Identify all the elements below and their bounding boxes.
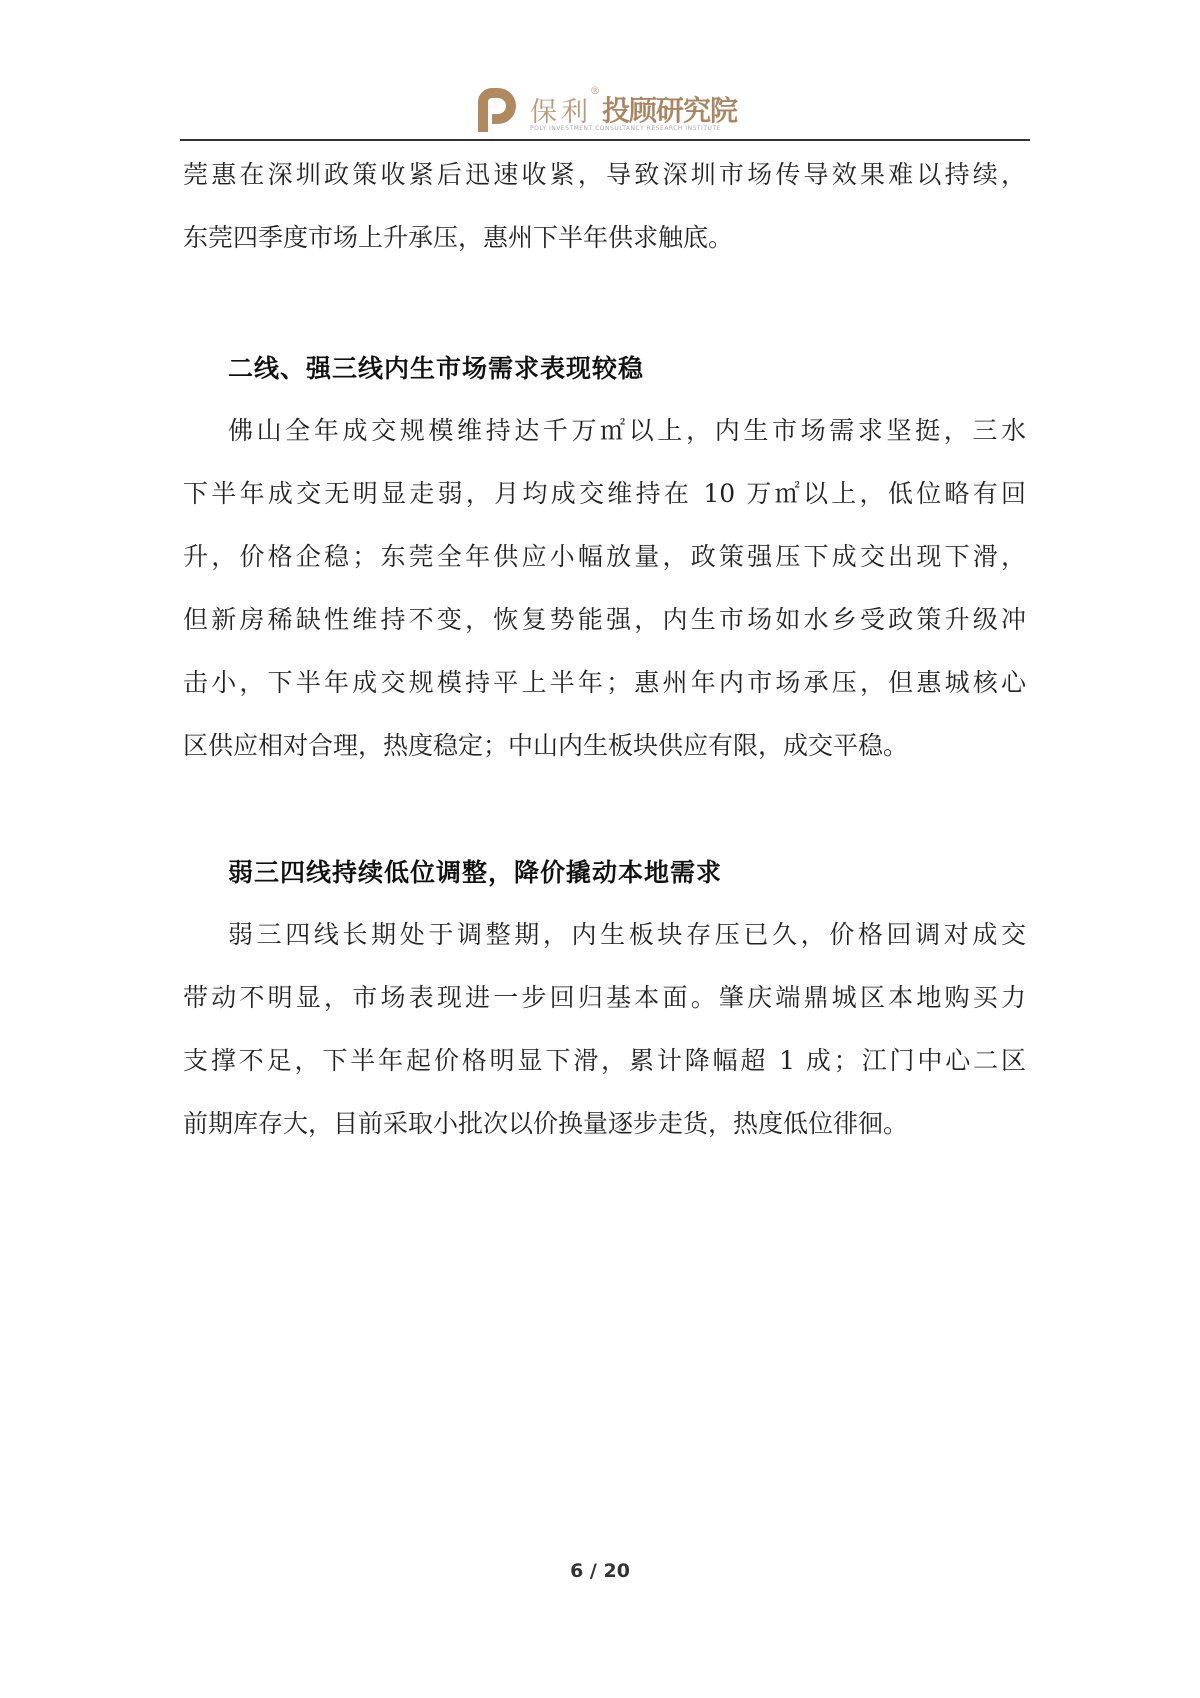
logo-english-text: POLY INVESTMENT CONSULTANCY RESEARCH INSTITUTE [530,125,721,132]
logo-mark-icon [474,88,516,132]
paragraph-line: 升，价格企稳；东莞全年供应小幅放量，政策强压下成交出现下滑， [183,542,1026,571]
paragraph-line: 佛山全年成交规模维持达千万㎡以上，内生市场需求坚挺，三水 [228,416,1026,445]
page-number: 6 / 20 [570,1560,630,1582]
registered-mark: ® [590,86,600,97]
paragraph-line: 带动不明显，市场表现进一步回归基本面。肇庆端鼎城区本地购买力 [183,983,1026,1012]
paragraph-line: 区供应相对合理，热度稳定；中山内生板块供应有限，成交平稳。 [183,731,909,760]
paragraph-line: 击小，下半年成交规模持平上半年；惠州年内市场承压，但惠城核心 [183,668,1026,697]
header-divider [180,139,1030,141]
paragraph-line: 前期库存大，目前采取小批次以价换量逐步走货，热度低位徘徊。 [183,1109,909,1138]
intro-line: 莞惠在深圳政策收紧后迅速收紧，导致深圳市场传导效果难以持续， [183,160,1026,189]
company-logo [474,86,744,136]
paragraph-line: 支撑不足，下半年起价格明显下滑，累计降幅超 1 成；江门中心二区 [183,1046,1026,1075]
logo-brand-text: 保利 [530,97,592,128]
section-heading: 二线、强三线内生市场需求表现较稳 [228,354,645,383]
intro-line: 东莞四季度市场上升承压，惠州下半年供求触底。 [183,223,734,252]
logo-institute-text: 投顾研究院 [602,94,738,127]
paragraph-line: 下半年成交无明显走弱，月均成交维持在 10 万㎡以上，低位略有回 [183,479,1026,508]
paragraph-line: 弱三四线长期处于调整期，内生板块存压已久，价格回调对成交 [228,920,1026,949]
paragraph-line: 但新房稀缺性维持不变，恢复势能强，内生市场如水乡受政策升级冲 [183,605,1026,634]
section-heading: 弱三四线持续低位调整，降价撬动本地需求 [228,858,723,887]
